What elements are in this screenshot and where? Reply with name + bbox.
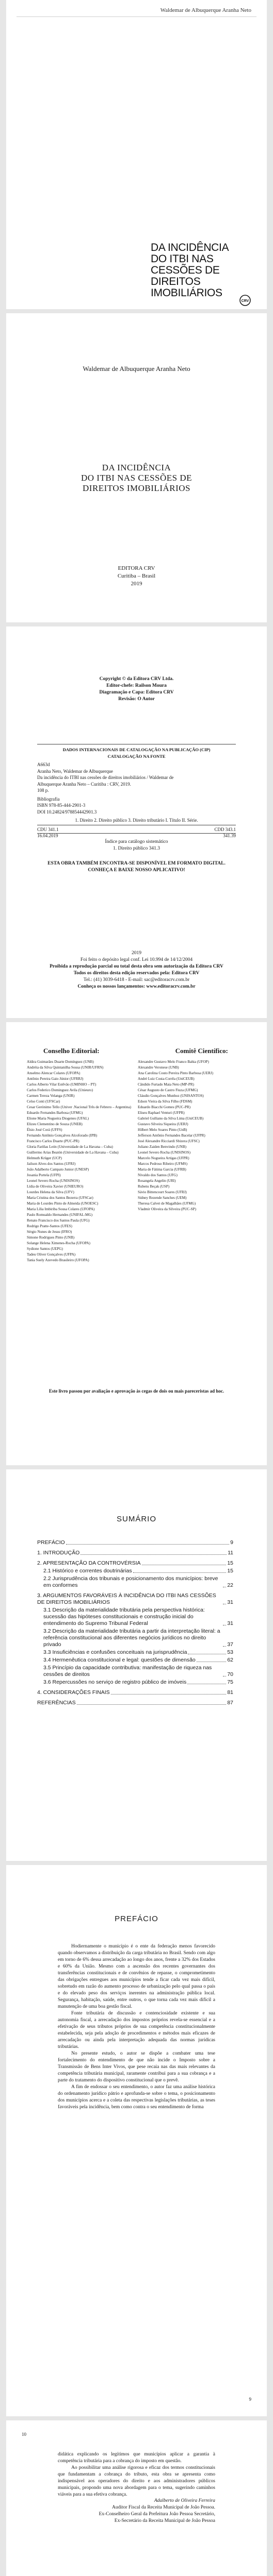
date-left: 16.04.2019 [37,833,58,838]
toc-entry[interactable] [43,1679,233,1686]
toc-entry[interactable] [43,1607,233,1627]
toc-entry[interactable] [37,1592,233,1606]
index-block [6,839,267,852]
cdu-right: 341.39 [223,833,236,838]
cover-divider [17,16,256,17]
board-member: Eduardo Fernandes Barbosa (UFMG) [27,1111,83,1115]
toc-entry-label: 3.5 Princípio da capacidade contributiva: manifestação de riqueza nas cessões de direitos [43,1665,212,1677]
board-member: Guillermo Arias Beatón (Universidade de La Havana – Cuba) [27,1150,119,1155]
board-member: Jefferson Antônio Fernandes Bacelar (UFPR) [138,1133,205,1138]
layout-line: Diagramação e Capa: Editora CRV [99,690,174,695]
toc-leader-dots [133,1572,227,1573]
board-member: Élsio José Corá (UFFS) [27,1128,62,1132]
board-member: Rodrigo Pratte-Santos (UFES) [27,1224,72,1228]
toc-entry[interactable] [37,1550,233,1556]
cip-header: DADOS INTERNACIONAIS DE CATALOGAÇÃO NA PUBLICAÇÃO (CIP) [62,747,211,752]
ebook-line: CONHEÇA E BAIXE NOSSO APLICATIVO! [88,868,185,873]
board-member: Maria Cristina dos Santos Bezerra (UFSCar) [27,1196,93,1200]
cip-box [37,744,236,838]
toc-entry-label: 2. APRESENTAÇÃO DA CONTROVÉRSIA [37,1560,141,1566]
toc-entry-label: 3.6 Repercussões no serviço de registro público de imóveis [43,1679,187,1685]
editor-line: Editor-chefe: Railson Moura [106,683,167,688]
board-member: Hilbert Melo Soares Pinto (UnB) [138,1128,187,1132]
board-headings [6,1047,267,1055]
toc-entry[interactable] [37,1539,233,1546]
toc-entry-label: REFERÊNCIAS [37,1700,76,1706]
copyright-line: Copyright © da Editora CRV Ltda. [99,676,174,682]
board-member: Nivaldo dos Santos (UFG) [138,1173,178,1177]
board-member: Paulo Romualdo Hernandes (UNIFAL-MG) [27,1213,93,1217]
board-member: Juliano Zaiden Benvindo (UNB) [138,1145,187,1149]
signature-line: Ex-Secretário da Receita Municipal de João Pessoa [114,2518,215,2523]
title-page-title-line: DO ITBI NAS CESSÕES DE [81,473,192,483]
toc-entry[interactable] [43,1657,233,1664]
toc-entry-page: 22 [227,1582,233,1588]
toc-entry-page: 87 [227,1700,233,1706]
signature-name: Adalberto de Oliveira Ferreira [154,2498,215,2503]
toc-entry-label: 3. ARGUMENTOS FAVORÁVEIS À INCIDÊNCIA DO ITBI NAS CESSÕES DE DIREITOS IMOBILIÁRIOS [37,1592,216,1605]
board-member: Eduardo Biacchi Gomes (PUC-PR) [138,1105,191,1109]
toc-entry-label: PREFÁCIO [37,1539,65,1546]
board-member: Carlos Alberto Vilar Estêvão (UMINHO – PT) [27,1082,97,1087]
board-member: Cesar Gerónimo Tello (Univer .Nacional Três de Febrero – Argentina) [27,1105,132,1109]
board-member: Elione Maria Nogueira Diogenes (UFAL) [27,1116,89,1121]
class-row [37,826,236,833]
rights-block [6,950,267,990]
preface-title: PREFÁCIO [115,1914,158,1923]
ebook-line: ESTA OBRA TAMBÉM ENCONTRA-SE DISPONÍVEL EM FORMATO DIGITAL. [47,861,226,866]
board-member: Cândido Furtado Maia Neto (MP-PR) [138,1082,195,1087]
signature-line: Ex-Conselheiro Geral da Prefeitura João Pessoa Secretário, [99,2512,215,2517]
biblio-line: DOI 10.24824/978854442901.3 [37,809,97,815]
toc-entry-page: 15 [227,1560,233,1566]
page-number: 9 [249,2397,251,2402]
cover-title-line: DO ITBI NAS [151,253,214,265]
board-member: Sérgio Nunes de Jesus (IFRO) [27,1230,72,1234]
cover-title-line: DIREITOS [151,276,201,287]
toc-leader-dots [77,1704,227,1705]
cdu-left: CDU 341.1 [37,826,59,832]
title-page-author: Waldemar de Albuquerque Aranha Neto [83,365,190,372]
class-row [37,833,236,839]
toc-entry-page: 11 [228,1550,233,1556]
board-member: Cláudio Gonçalves Munhoz (UNISANTOS) [138,1094,204,1098]
toc-title: SUMÁRIO [116,1515,156,1523]
preface-continued-body [58,2451,215,2498]
board-member: Alexandre Gustavo Melo Franco Bahia (UFOP) [138,1060,209,1064]
page-number: 10 [22,2432,26,2437]
board-member: Francisco Carlos Duarte (PUC-PR) [27,1139,79,1143]
preface-paragraph: A fim de endossar o seu entendimento, o autor faz uma análise histórica do ordenamento jurídico pátrio e aprofunda-se sobre o tema, o posicionamento dos municípios acerca e a coleta das respectivas legislações tributárias, as teses favoráveis pela incidência, bem como contra o seu entendimento de forma [58,2084,215,2110]
board-member: Maria de Lourdes Pinto de Almeida (UNOESC) [27,1201,99,1206]
signature-line: Auditor Fiscal da Receita Municipal de João Pessoa. [112,2505,215,2510]
board-member: Sidney Rezende Sanches (UEM) [138,1196,187,1200]
rights-line: Tel.: (41) 3039-6418 - E-mail: sac@editoracrv.com.br [83,977,190,982]
toc-entry[interactable] [43,1568,233,1574]
cover-title-line: DA INCIDÊNCIA [151,242,229,253]
board-member: Eliseu Raphael Venturi (UFPR) [138,1111,185,1115]
board-member: Ana Carolina Couto Pereira Pinto Barbosa (UERJ) [138,1071,214,1075]
board-member: Elizeu Clementino de Souza (UNEB) [27,1122,83,1126]
board-member: Josania Portela (UFPI) [27,1173,61,1177]
title-page [6,313,267,622]
board-member: Alexandre Veronese (UNB) [138,1065,179,1070]
subjects-line: 1. Direito 2. Direito público 3. Direito tributário I. Título II. Série. [75,818,198,823]
publisher-city: Curitiba – Brasil [117,573,156,579]
board-right-list [138,1059,251,1212]
rights-line: Todos os direitos desta edição reservados pela: Editora CRV [73,971,200,976]
crv-logo-icon [239,295,251,306]
board-member: Rubens Beçak (USP) [138,1184,170,1189]
board-member: André Luiz Costa-Corrêa (UniCEUB) [138,1077,195,1081]
board-member: Renato Francisco dos Santos Paula (UFG) [27,1218,90,1223]
board-member: Maria de Fátima Garcia (UFRB) [138,1167,186,1172]
toc-entry[interactable] [43,1628,233,1648]
board-member: Gabriel Gulliano da Silva Lima (UniCEUB) [138,1116,204,1121]
rights-line: Conheça os nossos lançamentos: www.editoracrv.com.br [77,984,196,989]
cip-line: 108 p. [37,788,49,793]
board-member: Lídia de Oliveira Xavier (UNIEURO) [27,1184,84,1189]
board-left-heading: Conselho Editorial: [43,1047,100,1055]
toc-entry-label: 3.2 Descrição da materialidade tributária a partir da interpretação literal: a referência constitucional aos diferentes negócios jurídicos no direito privado [43,1628,220,1648]
board-member: Simone Rodrigues Pinto (UNB) [27,1235,75,1240]
board-member: Solange Helena Ximenes-Rocha (UFOPA) [27,1241,90,1245]
toc-entry-page: 81 [227,1689,233,1696]
board-member: Lourdes Helena da Silva (UFV) [27,1190,74,1194]
toc-entry-label: 3.1 Descrição da materialidade tributária pela perspectiva histórica: sucessão das hipóteses constitucionais e construção inicial do entendimento do Supremo Tribunal Federal [43,1607,205,1626]
title-page-title-line: DIREITOS IMOBILIÁRIOS [83,483,190,493]
board-member: Fernando Antônio Gonçalves Alcoforado (IPB) [27,1133,98,1138]
publisher-name: EDITORA CRV [118,565,155,571]
board-member: Marcos Pedroso Ribeiro (UFMS) [138,1162,188,1166]
board-member: Theresa Calvet de Magalhães (UFMG) [138,1201,196,1206]
toc-list [37,1539,233,1707]
board-footer: Este livro passou por avaliação e aprovação às cegas de dois ou mais pareceristas ad hoc. [49,1388,224,1394]
rights-line: Proibida a reprodução parcial ou total desta obra sem autorização da Editora CRV [50,964,223,969]
board-member: João Adalberto Campato Junior (UNESP) [27,1167,89,1172]
board-member: Helmuth Krüger (UCP) [27,1156,62,1160]
toc-entry-page: 62 [227,1657,233,1663]
cip-line: Albuquerque Aranha Neto – Curitiba : CRV, 2019. [37,781,131,787]
toc-entry-page: 70 [227,1671,233,1677]
board-member: Aldira Guimarães Duarte Domínguez (UNB) [27,1060,94,1064]
preface-body [58,1943,215,2111]
publisher-year: 2019 [131,581,142,587]
toc-entry[interactable] [37,1700,233,1706]
toc-entry-label: 3.4 Hermenêutica constitucional e legal: questões de dimensão [43,1657,196,1663]
board-member: Carlos Federico Dominguez Avila (Unieuro) [27,1088,93,1092]
preface-paragraph: Hodiernamente o município é o ente da federação menos favorecido quando observamos a distribuição da carga tributária no Brasil. Sendo com algo em torno de 6% dessa arrecadação ao longo dos anos, frente a 32% dos Estados e 60% da União. Mesmo com a ascensão dos recentes governantes dos transferências constitucionais e de convênios de repasse, o comprometimento das obrigações entregues aos municípios tende a ficar cada vez mais difícil, sobretudo em razão do aumento processo de urbanização pelo qual passa o país e do elevado peso dos serviços inerentes na administração pública local. Segurança, habitação, saúde, entre outros, o que torna cada vez mais difícil a manutenção de uma boa gestão fiscal. [58,1944,215,2009]
toc-entry-page: 37 [227,1641,233,1648]
board-member: Jailson Alves dos Santos (UFRJ) [27,1162,76,1166]
toc-leader-dots [223,1646,226,1647]
biblio-line: Bibliografia [37,796,60,802]
biblio-line: ISBN 978-85-444-2901-3 [37,803,86,808]
cip-header-2: CATALOGAÇÃO NA FONTE [107,753,166,759]
preface-paragraph: No presente estudo, o autor se dispõe a combater uma tese fortalecimento do entendimento de que não incide o Imposto sobre a Transmissão de Bens Inter Vivos, que pese recaia nas das mais relevantes da competência tributária municipal, raramente contribui para a sua cobrança e a parte do tratamento do dispositivo constitucional que o prevê. [58,2051,215,2083]
board-member: Marcelo Nogueira Artigas (UFPR) [138,1156,189,1160]
title-page-title-line: DA INCIDÊNCIA [102,463,171,472]
cip-line: Aranha Neto, Waldemar de Albuquerque [37,768,113,774]
preface-paragraph: Ao possibilitar uma análise rigorosa e eficaz dos termos constitucionais que fundamentam a cobrança do tributo, esta obra se apresenta como indispensável aos operadores do direito e aos administradores públicos municipais, propondo uma nova abordagem para o tema, sugerindo caminhos viáveis para a sua efetiva cobrança. [58,2465,215,2497]
toc-entry-page: 9 [230,1539,233,1546]
cip-line: Da incidência do ITBI nas cessões de direitos imobiliários / Waldemar de [37,775,174,780]
board-right-heading: Comitê Científico: [175,1047,228,1055]
board-member: Celso Conti (UFSCar) [27,1099,60,1104]
rights-year: 2019 [132,951,141,956]
toc-entry[interactable] [43,1575,233,1589]
cover-title [151,242,254,299]
editorial-board-page [6,1022,267,1465]
board-member: Vladmir Oliveira da Silveira (PUC-SP) [138,1207,196,1211]
toc-entry-label: 4. CONSIDERAÇÕES FINAIS [37,1689,110,1696]
preface-signature [58,2498,215,2524]
toc-entry-page: 75 [227,1679,233,1685]
board-member: Tania Suely Azevedo Brasileiro (UFOPA) [27,1258,89,1262]
cover-author: Waldemar de Albuquerque Aranha Neto [160,7,251,13]
toc-entry-page: 31 [227,1599,233,1605]
cover-page [6,0,267,309]
toc-entry-label: 3.3 Insuficiências e confusões conceituais na jurisprudência [43,1649,187,1655]
preface-paragraph: Fonte tributária de discussão e contenciosidade existente e sua autonomia fiscal, a arrecadação dos impostos próprios revela-se essencial e a efetivação de seus tributos próprios de sua competência constitucionalmente estabelecida, seja pela adoção de procedimentos e métodos mais eficazes de arrecadação ou ainda pela interpretação adequada das normas jurídicas tributárias. [58,2011,215,2049]
credits-header [6,676,267,703]
toc-entry[interactable] [43,1649,233,1656]
index-header: Índice para catálogo sistemático [105,839,168,844]
board-member: Rosangela Angelin (URI) [138,1179,176,1183]
board-member: Anselmo Alencar Colares (UFOPA) [27,1071,81,1075]
toc-entry[interactable] [37,1689,233,1696]
crv-logo-text: CRV [241,299,249,303]
toc-entry-label: 2.2 Jurisprudência dos tribunais e posicionamento dos municípios: breve em conformes [43,1575,218,1588]
board-member: Tadeu Oliver Gonçalves (UFPA) [27,1252,76,1257]
board-member: Edson Vieira da Silva Filho (FDSM) [138,1099,192,1104]
index-item: 1. Direito público 341.3 [113,846,160,851]
board-member: Gloria Fariñas León (Universidade de La Havana – Cuba) [27,1145,113,1149]
board-member: José Alexandre Ricciardi Sbizera (UFSC) [138,1139,200,1143]
board-member: Antônio Pereira Gaio Júnior (UFRRJ) [27,1077,84,1081]
toc-entry-page: 31 [227,1620,233,1626]
board-member: Leonel Severo Rocha (UNISINOS) [138,1150,190,1155]
toc-entry[interactable] [43,1665,233,1678]
board-member: Sávio Bittencourt Soares (UFRJ) [138,1190,187,1194]
toc-entry[interactable] [37,1560,233,1567]
cover-title-line: CESSÕES DE [151,264,220,276]
toc-entry-page: 53 [227,1649,233,1655]
cip-tag: A663d [37,762,50,767]
toc-entry-page: 15 [227,1568,233,1574]
review-line: Revisão: O Autor [118,697,155,702]
preface-page [6,1865,267,2416]
toc-leader-dots [66,1544,229,1545]
cdd-right: CDD 343.1 [214,826,236,832]
board-member: Leonel Severo Rocha (UNISINOS) [27,1179,79,1183]
toc-leader-dots [81,1554,227,1555]
cover-title-line: IMOBILIÁRIOS [151,287,222,299]
board-member: Gustavo Silveira Siqueira (UERJ) [138,1122,188,1126]
board-member: Sydione Santos (UEPG) [27,1247,63,1251]
board-member: Maria Lília Imbiriba Sousa Colares (UFOPA) [27,1207,95,1211]
preface-paragraph: didática explicando os legítimos que municípios aplicar a garantia à competência tributária para a cobrança do imposto em questão. [58,2452,215,2464]
preface-continued-page [6,2420,267,2576]
ebook-block [6,860,267,874]
toc-entry-label: 1. INTRODUÇÃO [37,1550,80,1556]
board-member: Carmen Tereza Velanga (UNIR) [27,1094,75,1098]
toc-entry-label: 2.1 Histórico e correntes doutrinárias [43,1568,132,1574]
title-page-title [6,463,267,494]
toc-page [6,1469,267,1861]
board-member: César Augusto de Castro Fiuza (UFMG) [138,1088,198,1092]
board-member: Andréia da Silva Quintanilha Sousa (UNIR/UFRN) [27,1065,104,1070]
board-left-list [27,1059,135,1263]
title-page-publisher [6,565,267,588]
credits-page [6,626,267,1018]
rights-line: Foi feito o depósito legal conf. Lei 10.994 de 14/12/2004 [80,957,193,962]
